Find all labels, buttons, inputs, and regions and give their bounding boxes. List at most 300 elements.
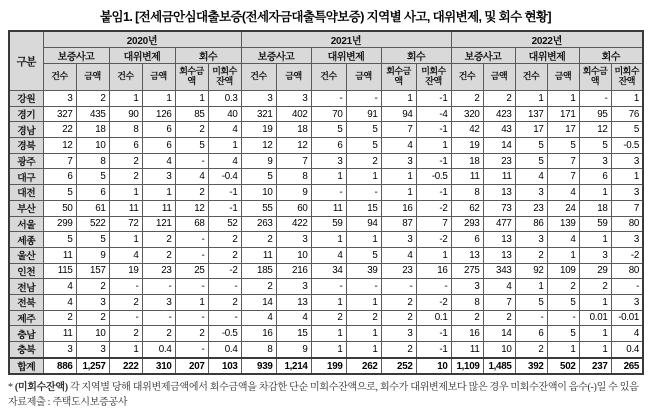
- year-header-2022: 2022년: [451, 31, 643, 48]
- value-cell: 2: [547, 279, 579, 295]
- region-cell: 전북: [9, 294, 43, 310]
- value-cell: 76: [611, 106, 643, 122]
- value-cell: 40: [208, 106, 241, 122]
- value-cell: -: [175, 153, 208, 169]
- value-cell: -2: [416, 200, 451, 216]
- value-cell: -0.5: [611, 138, 643, 154]
- value-cell: 3: [381, 153, 416, 169]
- value-cell: 299: [43, 216, 76, 232]
- value-cell: 262: [346, 358, 381, 375]
- value-cell: 11: [142, 200, 175, 216]
- value-cell: 4: [547, 232, 579, 248]
- value-cell: 24: [547, 200, 579, 216]
- value-cell: 4: [208, 153, 241, 169]
- value-cell: 29: [579, 263, 611, 279]
- value-cell: 5: [346, 122, 381, 138]
- region-cell: 합계: [9, 358, 43, 375]
- value-cell: 92: [515, 263, 547, 279]
- value-cell: 4: [43, 279, 76, 295]
- value-cell: 5: [611, 122, 643, 138]
- value-cell: 1: [611, 91, 643, 107]
- value-cell: 70: [311, 106, 346, 122]
- regional-stats-table: [8, 30, 644, 375]
- value-cell: 3: [579, 153, 611, 169]
- value-cell: 1,109: [451, 358, 483, 375]
- value-cell: -: [208, 279, 241, 295]
- value-cell: 8: [241, 342, 276, 358]
- value-cell: 5: [515, 294, 547, 310]
- group-header: 회수: [175, 48, 241, 64]
- value-cell: 1,485: [483, 358, 515, 375]
- value-cell: 1: [311, 294, 346, 310]
- footnote-text: 각 지역별 당해 대위변제금액에서 회수금액을 차감한 단순 미회수잔액으로, 회수가 대위변제보다 많은 경우 미회수잔액이 음수(-)일 수 있음: [67, 382, 639, 394]
- value-cell: 1: [311, 342, 346, 358]
- value-cell: -: [515, 310, 547, 326]
- value-cell: 2: [579, 279, 611, 295]
- value-cell: 2: [208, 294, 241, 310]
- value-cell: 5: [346, 138, 381, 154]
- value-cell: -: [346, 91, 381, 107]
- region-cell: 대구: [9, 169, 43, 185]
- value-cell: 10: [76, 138, 109, 154]
- footnote-star: *: [8, 382, 15, 394]
- value-cell: -2: [416, 232, 451, 248]
- value-cell: 8: [451, 185, 483, 201]
- value-cell: 16: [416, 263, 451, 279]
- value-cell: 1,214: [276, 358, 311, 375]
- value-cell: 477: [483, 216, 515, 232]
- value-cell: -: [142, 279, 175, 295]
- corner-header: 구분: [9, 31, 43, 91]
- value-cell: 1: [416, 138, 451, 154]
- value-cell: 1: [547, 91, 579, 107]
- leaf-header: 미회수잔액: [611, 64, 643, 91]
- value-cell: 11: [311, 200, 346, 216]
- value-cell: 12: [276, 138, 311, 154]
- value-cell: 115: [43, 263, 76, 279]
- footnote-term: (미회수잔액): [14, 382, 68, 394]
- table-row: [9, 122, 643, 138]
- value-cell: 1: [547, 247, 579, 263]
- value-cell: 80: [611, 263, 643, 279]
- value-cell: 1: [109, 232, 142, 248]
- value-cell: 13: [483, 247, 515, 263]
- value-cell: 2: [451, 310, 483, 326]
- value-cell: -: [611, 279, 643, 295]
- page-title: 붙임1. [전세금안심대출보증(전세자금대출특약보증) 지역별 사고, 대위변제, 및 회수 현황]: [100, 10, 551, 24]
- value-cell: 1: [515, 279, 547, 295]
- value-cell: -1: [416, 326, 451, 342]
- value-cell: -4: [416, 106, 451, 122]
- value-cell: 1: [346, 342, 381, 358]
- value-cell: 85: [175, 106, 208, 122]
- table-row: [9, 294, 643, 310]
- value-cell: 139: [547, 216, 579, 232]
- value-cell: 171: [547, 106, 579, 122]
- value-cell: -1: [416, 122, 451, 138]
- value-cell: 1: [346, 326, 381, 342]
- value-cell: 10: [416, 358, 451, 375]
- value-cell: 7: [611, 200, 643, 216]
- value-cell: 7: [43, 153, 76, 169]
- group-header: 대위변제: [515, 48, 579, 64]
- value-cell: 5: [311, 122, 346, 138]
- value-cell: 3: [76, 342, 109, 358]
- value-cell: 3: [611, 153, 643, 169]
- value-cell: 5: [346, 247, 381, 263]
- value-cell: 0.4: [208, 342, 241, 358]
- value-cell: 1: [547, 342, 579, 358]
- table-row: [9, 185, 643, 201]
- region-cell: 강원: [9, 91, 43, 107]
- region-cell: 울산: [9, 247, 43, 263]
- value-cell: 12: [175, 200, 208, 216]
- value-cell: 62: [451, 200, 483, 216]
- value-cell: 68: [175, 216, 208, 232]
- value-cell: 293: [451, 216, 483, 232]
- region-cell: 충북: [9, 342, 43, 358]
- region-cell: 광주: [9, 153, 43, 169]
- value-cell: 8: [76, 153, 109, 169]
- value-cell: 185: [241, 263, 276, 279]
- value-cell: 4: [311, 247, 346, 263]
- value-cell: 2: [109, 294, 142, 310]
- region-cell: 대전: [9, 185, 43, 201]
- value-cell: 5: [547, 326, 579, 342]
- table-body: [9, 91, 643, 375]
- table-row: [9, 263, 643, 279]
- group-header: 대위변제: [109, 48, 175, 64]
- value-cell: 86: [515, 216, 547, 232]
- table-header: [9, 31, 643, 91]
- value-cell: 4: [483, 279, 515, 295]
- value-cell: -0.5: [208, 326, 241, 342]
- value-cell: 13: [483, 185, 515, 201]
- value-cell: 157: [76, 263, 109, 279]
- value-cell: 4: [142, 153, 175, 169]
- value-cell: 2: [109, 153, 142, 169]
- value-cell: 2: [208, 247, 241, 263]
- value-cell: 402: [276, 106, 311, 122]
- value-cell: 886: [43, 358, 76, 375]
- value-cell: 72: [109, 216, 142, 232]
- value-cell: 2: [311, 310, 346, 326]
- value-cell: 109: [547, 263, 579, 279]
- value-cell: -2: [611, 247, 643, 263]
- value-cell: 6: [142, 138, 175, 154]
- value-cell: 137: [515, 106, 547, 122]
- region-cell: 경남: [9, 122, 43, 138]
- value-cell: 1: [175, 91, 208, 107]
- value-cell: -2: [416, 294, 451, 310]
- value-cell: 3: [515, 185, 547, 201]
- value-cell: 321: [241, 106, 276, 122]
- value-cell: 14: [483, 138, 515, 154]
- value-cell: 207: [175, 358, 208, 375]
- value-cell: 1: [579, 294, 611, 310]
- value-cell: 343: [483, 263, 515, 279]
- region-cell: 경북: [9, 138, 43, 154]
- value-cell: -: [311, 279, 346, 295]
- value-cell: 7: [276, 153, 311, 169]
- value-cell: 1: [142, 185, 175, 201]
- value-cell: -: [109, 279, 142, 295]
- value-cell: 1: [579, 326, 611, 342]
- footnote-unrecovered: [8, 380, 643, 395]
- value-cell: 2: [381, 294, 416, 310]
- leaf-header: 회수금액: [175, 64, 208, 91]
- value-cell: 7: [416, 216, 451, 232]
- value-cell: 4: [276, 310, 311, 326]
- value-cell: -1: [416, 342, 451, 358]
- value-cell: 52: [208, 216, 241, 232]
- value-cell: -: [346, 185, 381, 201]
- leaf-header: 회수금액: [579, 64, 611, 91]
- value-cell: 2: [175, 185, 208, 201]
- value-cell: 6: [109, 138, 142, 154]
- value-cell: 3: [311, 153, 346, 169]
- value-cell: -1: [208, 185, 241, 201]
- value-cell: 4: [43, 294, 76, 310]
- value-cell: 80: [611, 216, 643, 232]
- value-cell: 2: [208, 232, 241, 248]
- leaf-header: 금액: [346, 64, 381, 91]
- value-cell: 61: [76, 200, 109, 216]
- value-cell: 3: [579, 247, 611, 263]
- value-cell: 2: [346, 153, 381, 169]
- value-cell: 18: [276, 122, 311, 138]
- value-cell: 59: [579, 216, 611, 232]
- value-cell: -: [346, 279, 381, 295]
- value-cell: 9: [276, 185, 311, 201]
- value-cell: 3: [276, 279, 311, 295]
- table-row: [9, 310, 643, 326]
- value-cell: -: [175, 310, 208, 326]
- value-cell: 2: [346, 310, 381, 326]
- value-cell: 23: [515, 200, 547, 216]
- value-cell: -1: [416, 185, 451, 201]
- value-cell: 1: [175, 294, 208, 310]
- value-cell: 1: [311, 169, 346, 185]
- value-cell: 16: [381, 200, 416, 216]
- value-cell: 4: [241, 310, 276, 326]
- value-cell: -: [381, 279, 416, 295]
- leaf-header: 건수: [515, 64, 547, 91]
- value-cell: 4: [381, 247, 416, 263]
- value-cell: 12: [579, 122, 611, 138]
- value-cell: 1: [346, 232, 381, 248]
- group-header: 보증사고: [451, 48, 515, 64]
- value-cell: 3: [451, 279, 483, 295]
- value-cell: 502: [547, 358, 579, 375]
- table-row: [9, 106, 643, 122]
- value-cell: 3: [142, 169, 175, 185]
- value-cell: 5: [547, 138, 579, 154]
- value-cell: 43: [483, 122, 515, 138]
- value-cell: 263: [241, 216, 276, 232]
- value-cell: 1: [381, 169, 416, 185]
- value-cell: 222: [109, 358, 142, 375]
- group-header: 대위변제: [311, 48, 381, 64]
- value-cell: 1: [109, 185, 142, 201]
- value-cell: 392: [515, 358, 547, 375]
- value-cell: 0.3: [208, 91, 241, 107]
- value-cell: 0.4: [611, 342, 643, 358]
- leaf-header: 금액: [76, 64, 109, 91]
- region-cell: 전남: [9, 279, 43, 295]
- value-cell: 19: [451, 138, 483, 154]
- value-cell: 14: [241, 294, 276, 310]
- table-row: [9, 279, 643, 295]
- value-cell: -: [142, 310, 175, 326]
- value-cell: 2: [142, 232, 175, 248]
- value-cell: 8: [109, 122, 142, 138]
- value-cell: -: [175, 279, 208, 295]
- value-cell: 23: [142, 263, 175, 279]
- value-cell: 14: [483, 326, 515, 342]
- table-row: [9, 326, 643, 342]
- value-cell: 23: [483, 153, 515, 169]
- value-cell: 34: [311, 263, 346, 279]
- value-cell: 3: [276, 91, 311, 107]
- leaf-header: 건수: [43, 64, 76, 91]
- leaf-header: 회수금액: [381, 64, 416, 91]
- value-cell: 1: [416, 247, 451, 263]
- value-cell: 216: [276, 263, 311, 279]
- value-cell: 15: [346, 200, 381, 216]
- leaf-header: 미회수잔액: [416, 64, 451, 91]
- value-cell: 2: [515, 247, 547, 263]
- value-cell: 3: [611, 294, 643, 310]
- value-cell: 6: [451, 232, 483, 248]
- value-cell: 2: [381, 310, 416, 326]
- value-cell: 15: [276, 326, 311, 342]
- year-header-row: [9, 31, 643, 48]
- value-cell: 7: [547, 169, 579, 185]
- value-cell: 7: [547, 153, 579, 169]
- value-cell: 2: [515, 342, 547, 358]
- value-cell: 0.4: [142, 342, 175, 358]
- value-cell: 1: [381, 91, 416, 107]
- value-cell: 2: [381, 342, 416, 358]
- value-cell: 11: [43, 326, 76, 342]
- value-cell: 11: [451, 342, 483, 358]
- table-row: [9, 138, 643, 154]
- value-cell: 3: [43, 91, 76, 107]
- value-cell: 10: [276, 247, 311, 263]
- value-cell: 6: [579, 169, 611, 185]
- value-cell: 4: [515, 169, 547, 185]
- value-cell: 9: [241, 153, 276, 169]
- value-cell: 2: [483, 91, 515, 107]
- value-cell: 1,257: [76, 358, 109, 375]
- value-cell: 22: [43, 122, 76, 138]
- value-cell: 2: [76, 310, 109, 326]
- value-cell: 237: [579, 358, 611, 375]
- value-cell: 5: [76, 232, 109, 248]
- value-cell: 2: [76, 279, 109, 295]
- value-cell: 25: [175, 263, 208, 279]
- value-cell: 50: [43, 200, 76, 216]
- value-cell: 1: [579, 185, 611, 201]
- value-cell: 2: [142, 326, 175, 342]
- value-cell: 199: [311, 358, 346, 375]
- value-cell: 23: [381, 263, 416, 279]
- value-cell: -: [175, 232, 208, 248]
- value-cell: 8: [451, 294, 483, 310]
- value-cell: 2: [241, 232, 276, 248]
- value-cell: -1: [416, 91, 451, 107]
- value-cell: 0.1: [416, 310, 451, 326]
- value-cell: 59: [311, 216, 346, 232]
- value-cell: 17: [547, 122, 579, 138]
- group-header: 보증사고: [43, 48, 109, 64]
- value-cell: 94: [381, 106, 416, 122]
- value-cell: 3: [142, 294, 175, 310]
- value-cell: 2: [483, 310, 515, 326]
- leaf-header-row: [9, 64, 643, 91]
- value-cell: 6: [43, 169, 76, 185]
- value-cell: 12: [241, 138, 276, 154]
- value-cell: 7: [381, 122, 416, 138]
- leaf-header: 건수: [109, 64, 142, 91]
- value-cell: 1: [346, 294, 381, 310]
- region-cell: 충남: [9, 326, 43, 342]
- value-cell: 94: [346, 216, 381, 232]
- footnotes: [8, 380, 643, 410]
- value-cell: 5: [43, 232, 76, 248]
- value-cell: 7: [483, 294, 515, 310]
- value-cell: 121: [142, 216, 175, 232]
- total-row: [9, 358, 643, 375]
- value-cell: 2: [142, 247, 175, 263]
- value-cell: -2: [208, 263, 241, 279]
- table-row: [9, 216, 643, 232]
- value-cell: 3: [611, 185, 643, 201]
- table-row: [9, 247, 643, 263]
- region-cell: 인천: [9, 263, 43, 279]
- value-cell: 10: [241, 185, 276, 201]
- value-cell: 8: [276, 169, 311, 185]
- value-cell: 18: [579, 200, 611, 216]
- value-cell: 3: [381, 326, 416, 342]
- value-cell: 4: [547, 185, 579, 201]
- value-cell: 103: [208, 358, 241, 375]
- value-cell: 522: [76, 216, 109, 232]
- value-cell: 60: [276, 200, 311, 216]
- table-row: [9, 342, 643, 358]
- value-cell: 4: [208, 122, 241, 138]
- value-cell: 252: [381, 358, 416, 375]
- footnote-source: 자료제출 : 주택도시보증공사: [8, 397, 128, 409]
- value-cell: 5: [43, 185, 76, 201]
- table-row: [9, 91, 643, 107]
- value-cell: -: [416, 279, 451, 295]
- value-cell: -: [109, 310, 142, 326]
- value-cell: -0.5: [416, 169, 451, 185]
- value-cell: 13: [451, 247, 483, 263]
- value-cell: 126: [142, 106, 175, 122]
- region-cell: 세종: [9, 232, 43, 248]
- value-cell: 6: [515, 326, 547, 342]
- value-cell: 423: [483, 106, 515, 122]
- value-cell: 13: [276, 294, 311, 310]
- value-cell: 2: [109, 326, 142, 342]
- value-cell: 87: [381, 216, 416, 232]
- year-header-2021: 2021년: [241, 31, 451, 48]
- value-cell: 5: [76, 169, 109, 185]
- group-header: 회수: [579, 48, 643, 64]
